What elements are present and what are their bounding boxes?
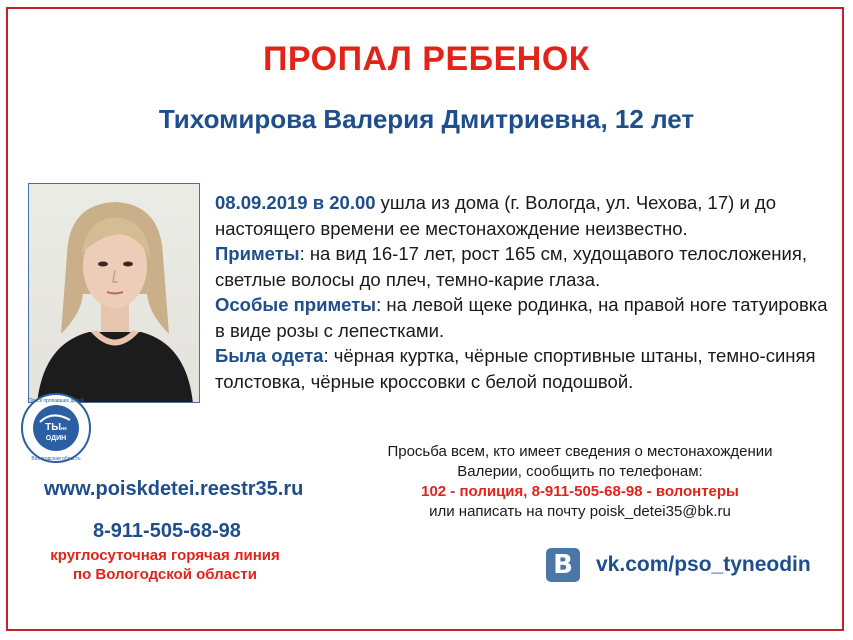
disappearance-paragraph	[215, 190, 835, 241]
logo-text-ty: ТЫ	[45, 422, 62, 433]
poster-title: ПРОПАЛ РЕБЕНОК	[262, 40, 591, 78]
hotline-line-2: по Вологодской области	[73, 566, 257, 583]
appeal-email-line: или написать на почту poisk_detei35@bk.ru	[429, 503, 731, 520]
missing-details	[215, 190, 835, 394]
clothes-text: : чёрная куртка, чёрные спортивные штаны, темно-синяя толстовка, чёрные кроссовки с белой подошвой.	[215, 345, 816, 392]
special-signs-label: Особые приметы	[215, 294, 377, 315]
logo-text-odin: ОДИН	[45, 435, 67, 442]
disappearance-text: ушла из дома (г. Вологда, ул. Чехова, 17) и до настоящего времени ее местонахождение неизвестно.	[215, 192, 776, 239]
special-signs-paragraph	[215, 292, 835, 343]
missing-person-name: Тихомирова Валерия Дмитриевна, 12 лет	[158, 104, 695, 134]
ty-ne-odin-logo	[18, 392, 114, 464]
appeal-phones: 102 - полиция, 8-911-505-68-98 - волонтеры	[421, 483, 739, 500]
signs-label: Приметы	[215, 243, 300, 264]
vk-link[interactable]: vk.com/pso_tyneodin	[596, 553, 811, 576]
appeal-line-1: Просьба всем, кто имеет сведения о местонахождении	[387, 443, 773, 460]
hotline-description	[40, 546, 290, 584]
logo-text-ne: не	[61, 426, 67, 432]
logo-bottom-text: Вологодская область	[31, 456, 81, 462]
hotline-line-1: круглосуточная горячая линия	[50, 547, 280, 564]
logo-ring-text: Поиск пропавших детей	[28, 398, 84, 404]
contact-appeal	[340, 442, 820, 522]
clothes-paragraph	[215, 343, 835, 394]
disappearance-date: 08.09.2019 в 20.00	[215, 192, 376, 213]
signs-text: : на вид 16-17 лет, рост 165 см, худощавого телосложения, светлые волосы до плеч, темно-карие глаза.	[215, 243, 808, 290]
clothes-label: Была одета	[215, 345, 324, 366]
hotline-phone[interactable]: 8-911-505-68-98	[93, 520, 241, 542]
vk-icon[interactable]: B	[546, 548, 580, 582]
special-signs-text: : на левой щеке родинка, на правой ноге татуировка в виде розы с лепестками.	[215, 294, 828, 341]
missing-person-photo	[28, 183, 200, 403]
appeal-line-2: Валерии, сообщить по телефонам:	[457, 463, 703, 480]
website-link[interactable]: www.poiskdetei.reestr35.ru	[44, 478, 304, 500]
signs-paragraph	[215, 241, 835, 292]
